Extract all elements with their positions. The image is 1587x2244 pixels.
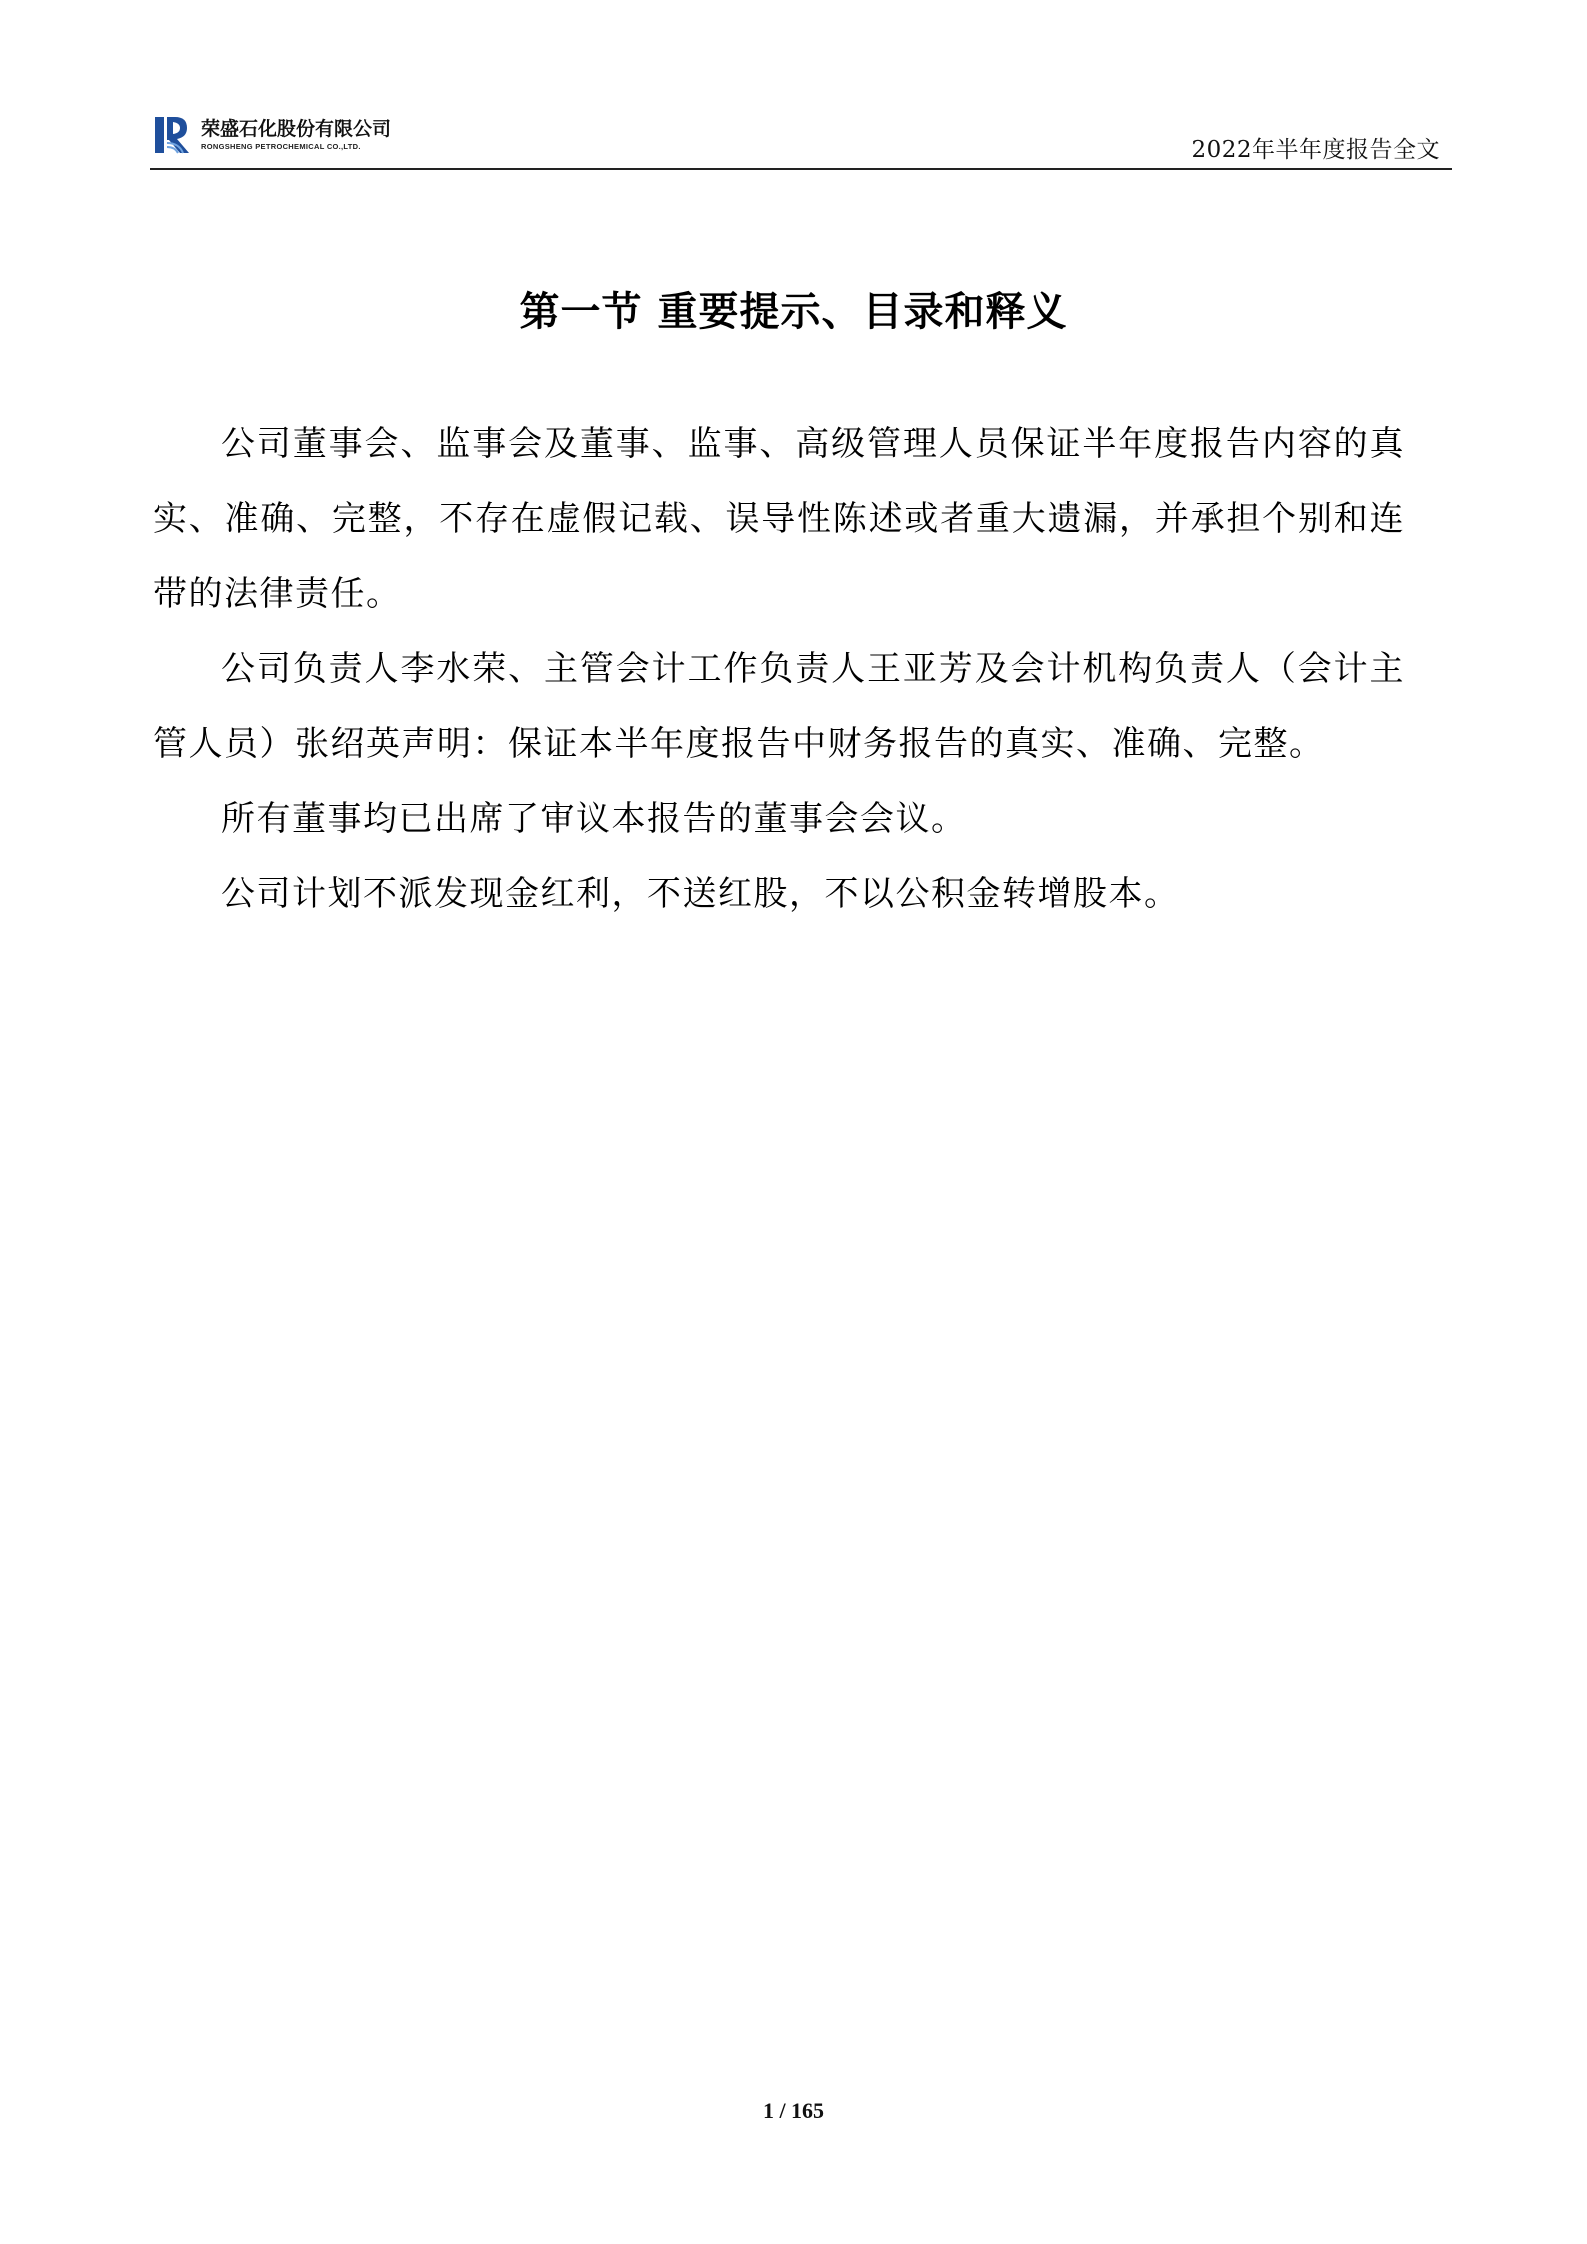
logo-company-name-cn: 荣盛石化股份有限公司 [201, 118, 392, 140]
company-logo [153, 112, 391, 158]
section-title: 第一节 重要提示、目录和释义 [519, 289, 1068, 335]
logo-text [201, 118, 391, 152]
page-number: 1 / 165 [762, 2098, 825, 2123]
rongsheng-logo-icon [153, 113, 197, 157]
logo-company-name-en: RONGSHENG PETROCHEMICAL CO.,LTD. [201, 142, 361, 151]
paragraph-responsibility: 公司董事会、监事会及董事、监事、高级管理人员保证半年度报告内容的真实、准确、完整，不存在虚假记载、误导性陈述或者重大遗漏，并承担个别和连带的法律责任。 [153, 424, 1405, 614]
paragraph-declaration: 公司负责人李水荣、主管会计工作负责人王亚芳及会计机构负责人（会计主管人员）张绍英声明：保证本半年度报告中财务报告的真实、准确、完整。 [153, 649, 1405, 764]
page-header [150, 108, 1452, 170]
paragraph-board-attendance: 所有董事均已出席了审议本报告的董事会会议。 [221, 799, 967, 839]
paragraph-dividend-plan: 公司计划不派发现金红利，不送红股，不以公积金转增股本。 [221, 874, 1180, 914]
report-title: 2022年半年度报告全文 [1191, 137, 1440, 163]
main-content [153, 407, 1405, 932]
